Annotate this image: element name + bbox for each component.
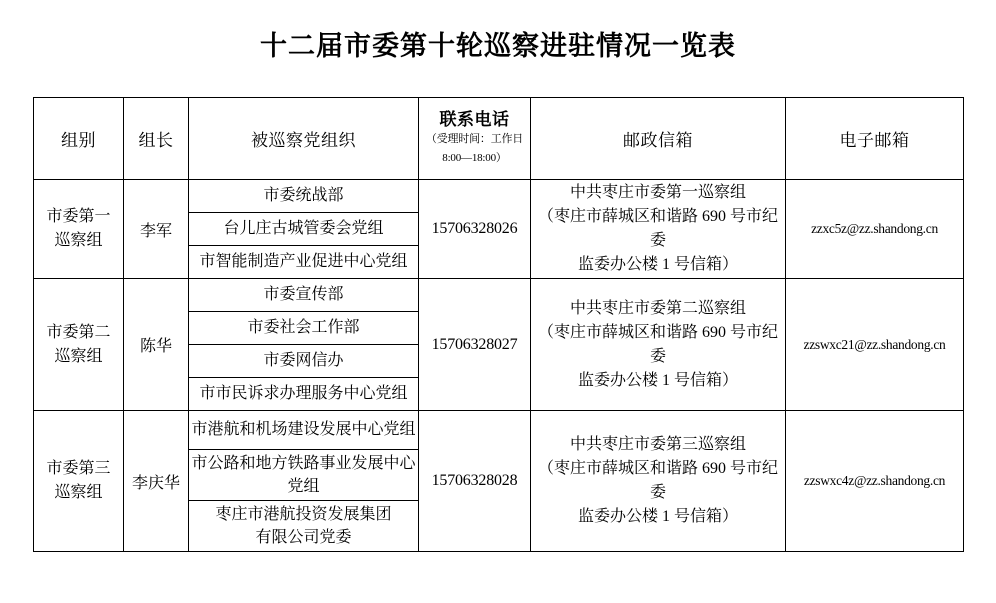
cell-organization: 市港航和机场建设发展中心党组	[189, 411, 419, 450]
cell-organization: 台儿庄古城管委会党组	[189, 213, 419, 246]
cell-group-name: 市委第二 巡察组	[34, 279, 124, 411]
cell-postal-address: 中共枣庄市委第三巡察组 （枣庄市薛城区和谐路 690 号市纪委 监委办公楼 1 号信箱）	[531, 411, 786, 552]
cell-contact-phone: 15706328028	[419, 411, 531, 552]
table-row	[34, 279, 964, 312]
header-cell-email: 电子邮箱	[786, 98, 964, 180]
header-phone-hours-line2: 8:00—18:00）	[442, 152, 507, 165]
cell-group-leader: 陈华	[124, 279, 189, 411]
header-cell-phone	[419, 98, 531, 180]
inspection-schedule-table	[33, 97, 964, 552]
cell-group-name: 市委第三 巡察组	[34, 411, 124, 552]
cell-group-leader: 李军	[124, 180, 189, 279]
cell-postal-address: 中共枣庄市委第二巡察组 （枣庄市薛城区和谐路 690 号市纪委 监委办公楼 1 号信箱）	[531, 279, 786, 411]
header-phone-hours-line1: （受理时间：工作日	[425, 133, 524, 146]
header-cell-group: 组别	[34, 98, 124, 180]
cell-organization: 市市民诉求办理服务中心党组	[189, 378, 419, 411]
table-header-row	[34, 98, 964, 180]
header-phone-title: 联系电话	[439, 110, 510, 130]
header-cell-postal: 邮政信箱	[531, 98, 786, 180]
cell-email-address: zzxc5z@zz.shandong.cn	[786, 180, 964, 279]
table-row	[34, 180, 964, 213]
cell-organization: 市公路和地方铁路事业发展中心 党组	[189, 450, 419, 501]
cell-organization: 市委社会工作部	[189, 312, 419, 345]
page-title: 十二届市委第十轮巡察进驻情况一览表	[260, 31, 736, 61]
cell-organization: 市委宣传部	[189, 279, 419, 312]
cell-organization: 枣庄市港航投资发展集团 有限公司党委	[189, 501, 419, 552]
cell-organization: 市智能制造产业促进中心党组	[189, 246, 419, 279]
inspection-table-container	[33, 97, 963, 552]
cell-group-name: 市委第一 巡察组	[34, 180, 124, 279]
cell-email-address: zzswxc4z@zz.shandong.cn	[786, 411, 964, 552]
cell-postal-address: 中共枣庄市委第一巡察组 （枣庄市薛城区和谐路 690 号市纪委 监委办公楼 1 号信箱）	[531, 180, 786, 279]
cell-organization: 市委网信办	[189, 345, 419, 378]
cell-group-leader: 李庆华	[124, 411, 189, 552]
cell-email-address: zzswxc21@zz.shandong.cn	[786, 279, 964, 411]
header-cell-leader: 组长	[124, 98, 189, 180]
cell-organization: 市委统战部	[189, 180, 419, 213]
cell-contact-phone: 15706328026	[419, 180, 531, 279]
cell-contact-phone: 15706328027	[419, 279, 531, 411]
table-row	[34, 411, 964, 450]
header-cell-organizations: 被巡察党组织	[189, 98, 419, 180]
